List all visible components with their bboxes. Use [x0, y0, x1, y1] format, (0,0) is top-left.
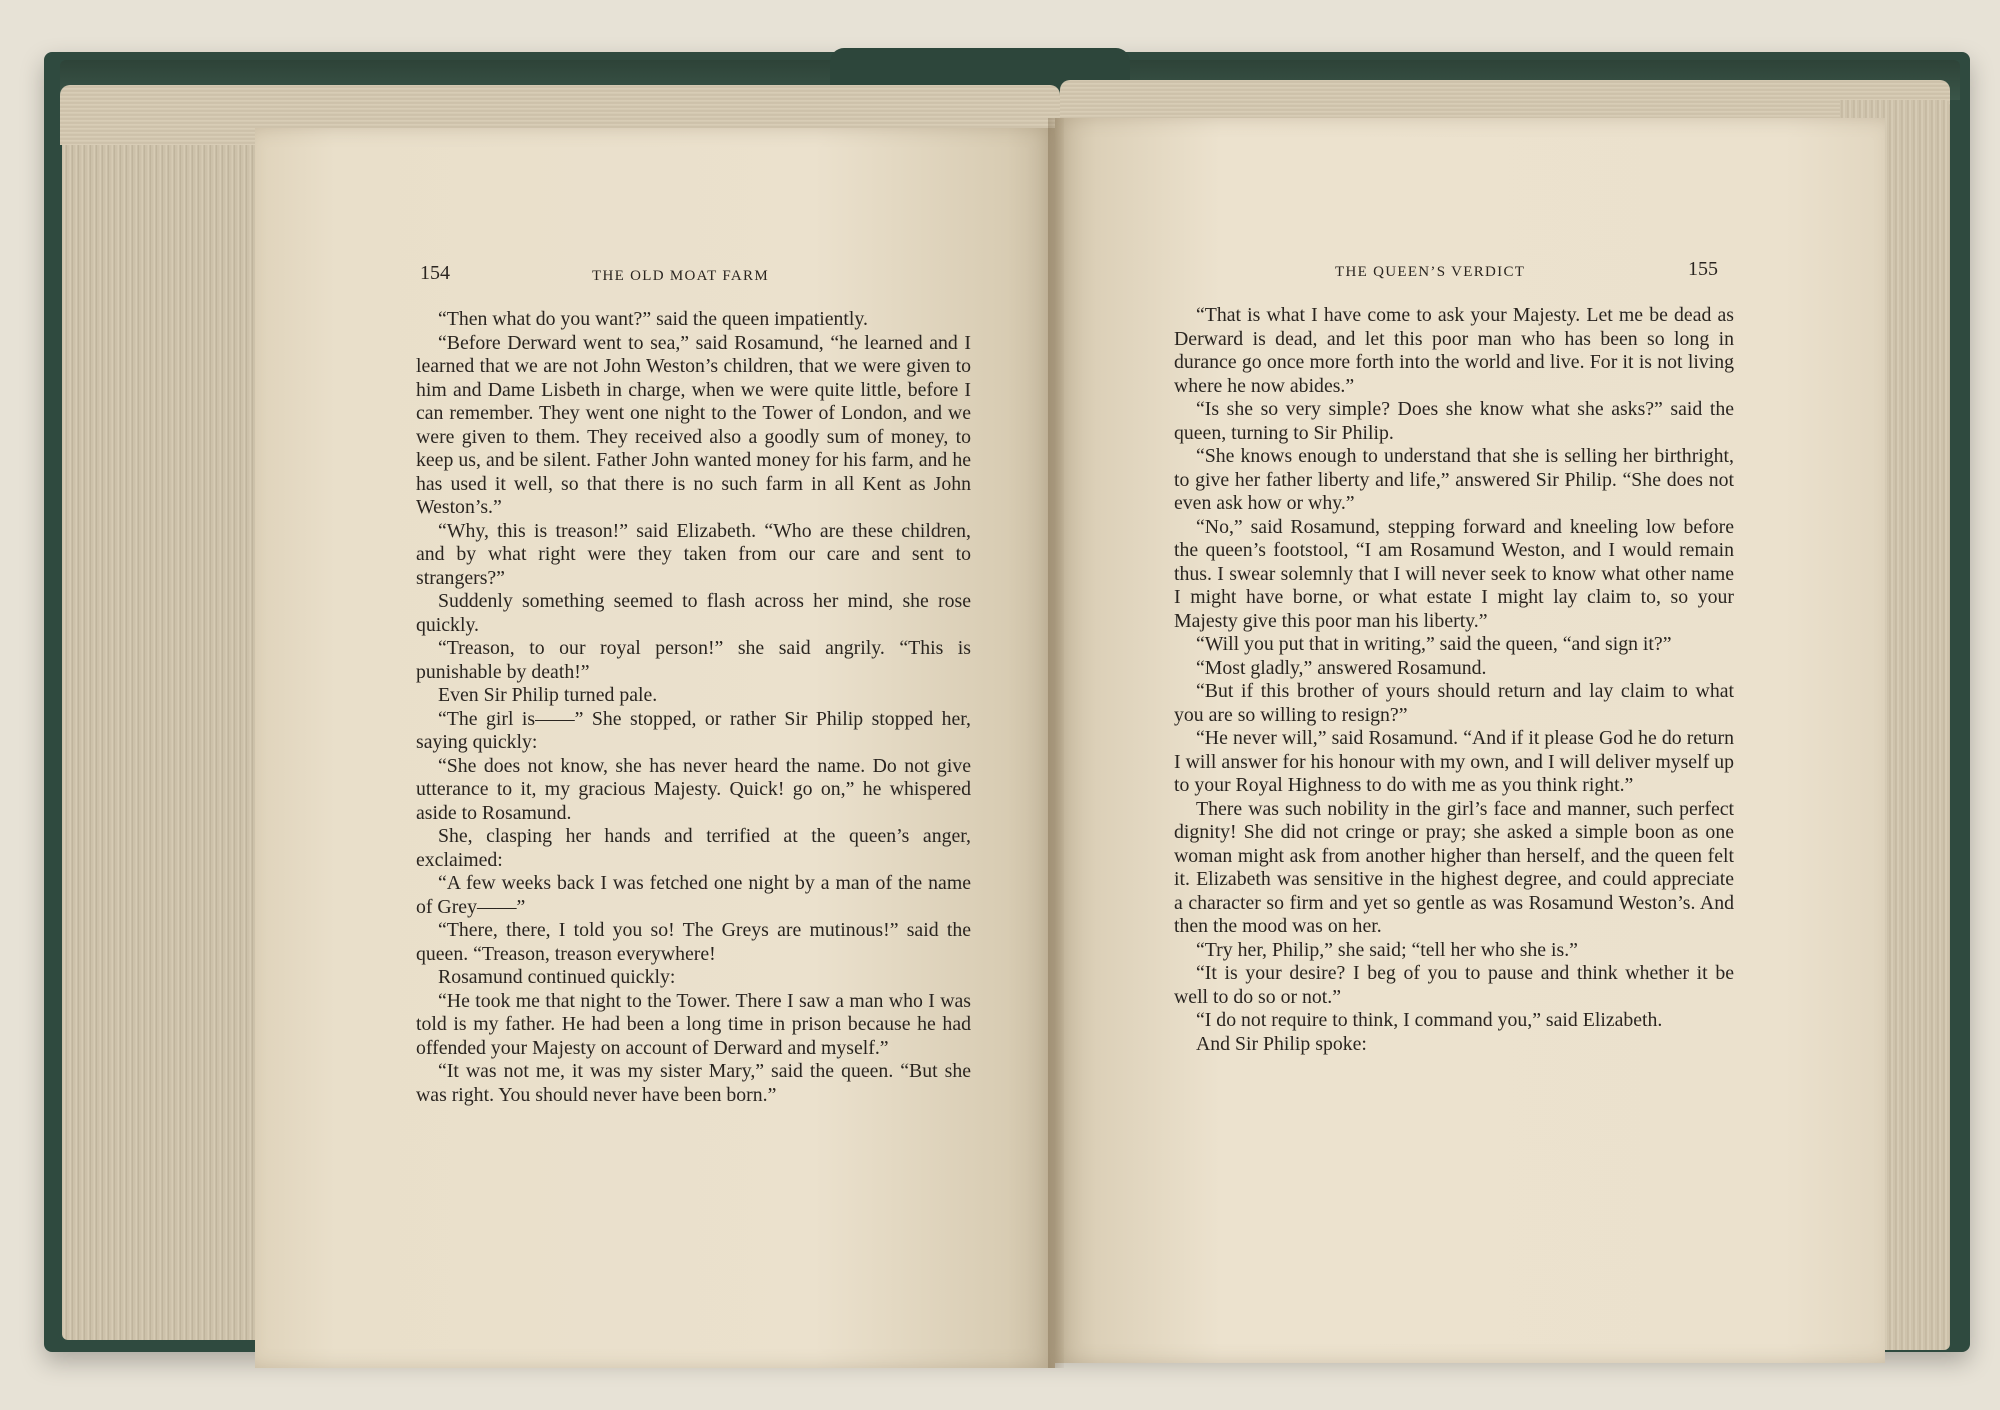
- paragraph: “The girl is——” She stopped, or rather Sir Philip stopped her, saying quickly:: [416, 707, 971, 753]
- paragraph: “She does not know, she has never heard the name. Do not give utterance to it, my gracious Majesty. Quick! go on,” he whispered aside to Rosamund.: [416, 754, 971, 824]
- paragraph: “Why, this is treason!” said Elizabeth. “Who are these children, and by what right were they taken from our care and sent to strangers?”: [416, 519, 971, 589]
- paragraph: “A few weeks back I was fetched one night by a man of the name of Grey——”: [416, 872, 971, 918]
- right-page-text: [1174, 304, 1734, 1056]
- paragraph: There was such nobility in the girl’s face and manner, such perfect dignity! She did not cringe or pray; she asked a simple boon as one woman might ask from another higher than herself, and the queen felt it. Elizabeth was sensitive in the highest degree, and could appreciate a character so firm and yet so gentle as was Rosamund Weston’s. And then the mood was on her.: [1174, 797, 1734, 937]
- right-running-title: THE QUEEN’S VERDICT: [1335, 264, 1526, 280]
- paragraph: Rosamund continued quickly:: [438, 966, 676, 988]
- book-gutter: [1048, 118, 1064, 1368]
- paragraph: “He took me that night to the Tower. There I saw a man who I was told is my father. He had been a long time in prison because he had offended your Majesty on account of Derward and myself.”: [416, 989, 971, 1059]
- paragraph: “Is she so very simple? Does she know what she asks?” said the queen, turning to Sir Philip.: [1174, 398, 1734, 444]
- paragraph: “It was not me, it was my sister Mary,” said the queen. “But she was right. You should never have been born.”: [416, 1060, 971, 1106]
- left-page-number: 154: [420, 262, 450, 284]
- paragraph: She, clasping her hands and terrified at the queen’s anger, exclaimed:: [416, 825, 971, 871]
- paragraph: “Before Derward went to sea,” said Rosamund, “he learned and I learned that we are not John Weston’s children, that we were given to him and Dame Lisbeth in charge, when we were quite little, before I can remember. They went one night to the Tower of London, and we were given to them. They received also a goodly sum of money, to keep us, and be silent. Father John wanted money for his farm, and he has used it well, so that there is no such farm in all Kent as John Weston’s.”: [416, 331, 971, 518]
- page-edges-left: [62, 90, 262, 1340]
- right-page-number: 155: [1688, 258, 1718, 280]
- paragraph: “Try her, Philip,” she said; “tell her who she is.”: [1196, 938, 1578, 961]
- paragraph: “No,” said Rosamund, stepping forward and kneeling low before the queen’s footstool, “I am Rosamund Weston, and I would remain thus. I swear solemnly that I will never seek to know what other name I might have borne, or what estate I might lay claim to, so your Majesty give this poor man his liberty.”: [1174, 515, 1734, 632]
- paragraph: “That is what I have come to ask your Majesty. Let me be dead as Derward is dead, and let this poor man who has been so long in durance go once more forth into the world and live. For it is not living where he now abides.”: [1174, 304, 1734, 397]
- paragraph: Suddenly something seemed to flash across her mind, she rose quickly.: [416, 590, 971, 636]
- paragraph: “Will you put that in writing,” said the queen, “and sign it?”: [1196, 633, 1672, 655]
- paragraph: “It is your desire? I beg of you to pause and think whether it be well to do so or not.”: [1174, 962, 1734, 1008]
- paragraph: “He never will,” said Rosamund. “And if it please God he do return I will answer for his honour with my own, and I will deliver myself up to your Royal Highness to do with me as you think right.”: [1174, 727, 1734, 796]
- paragraph: Even Sir Philip turned pale.: [438, 684, 658, 706]
- paragraph: “But if this brother of yours should return and lay claim to what you are so willing to resign?”: [1174, 680, 1734, 726]
- paragraph: “Then what do you want?” said the queen impatiently.: [438, 308, 868, 330]
- paragraph: And Sir Philip spoke:: [1196, 1032, 1367, 1055]
- left-page-text: [416, 308, 971, 1107]
- left-running-title: THE OLD MOAT FARM: [592, 268, 769, 284]
- paragraph: “Most gladly,” answered Rosamund.: [1196, 656, 1487, 679]
- paragraph: “Treason, to our royal person!” she said angrily. “This is punishable by death!”: [416, 637, 971, 683]
- paragraph: “There, there, I told you so! The Greys are mutinous!” said the queen. “Treason, treason everywhere!: [416, 919, 971, 965]
- paragraph: “She knows enough to understand that she is selling her birthright, to give her father liberty and life,” answered Sir Philip. “She does not even ask how or why.”: [1174, 445, 1734, 514]
- paragraph: “I do not require to think, I command you,” said Elizabeth.: [1196, 1009, 1663, 1031]
